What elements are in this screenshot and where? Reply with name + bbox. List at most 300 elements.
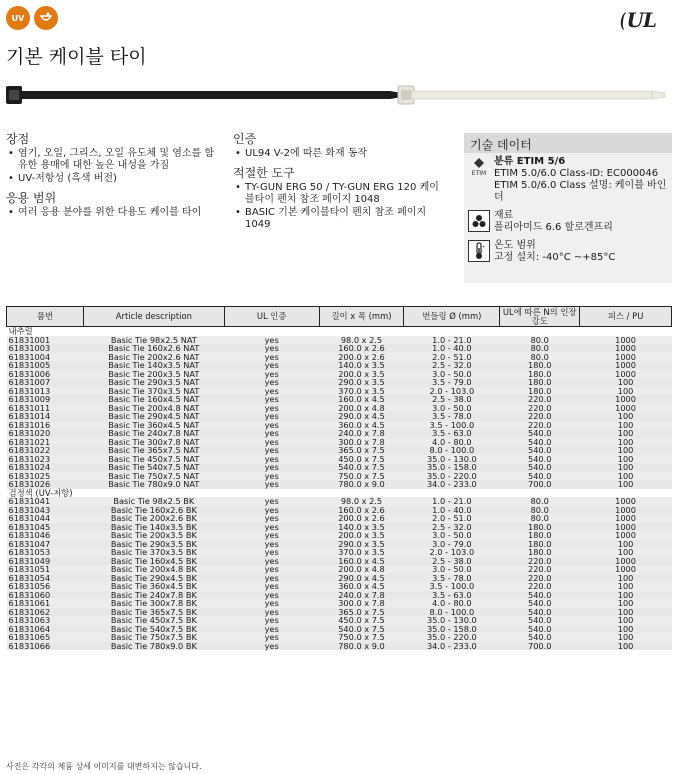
cell-bundle-diameter: 2.0 - 51.0: [404, 353, 500, 362]
cell-description: Basic Tie 540x7.5 BK: [83, 625, 224, 634]
cell-article-no: 61831056: [7, 582, 84, 591]
cell-tensile-strength: 80.0: [500, 506, 580, 515]
cell-pieces-per-unit: 1000: [580, 514, 672, 523]
cell-ul-approval: yes: [224, 455, 319, 464]
approvals-heading: 인증: [233, 132, 257, 146]
cell-dimensions: 365.0 x 7.5: [319, 446, 404, 455]
cell-pieces-per-unit: 100: [580, 387, 672, 396]
cell-pieces-per-unit: 100: [580, 480, 672, 489]
cell-pieces-per-unit: 100: [580, 438, 672, 447]
col-article-no: 품번: [7, 307, 84, 327]
cell-ul-approval: yes: [224, 438, 319, 447]
cell-dimensions: 160.0 x 4.5: [319, 395, 404, 404]
product-table: [6, 306, 672, 650]
col-pieces-per-unit: 피스 / PU: [580, 307, 672, 327]
cell-article-no: 61831066: [7, 642, 84, 651]
cell-article-no: 61831025: [7, 472, 84, 481]
cell-tensile-strength: 80.0: [500, 344, 580, 353]
cell-pieces-per-unit: 100: [580, 608, 672, 617]
cell-pieces-per-unit: 100: [580, 455, 672, 464]
cell-ul-approval: yes: [224, 506, 319, 515]
cell-dimensions: 200.0 x 3.5: [319, 531, 404, 540]
cell-ul-approval: yes: [224, 429, 319, 438]
cell-dimensions: 370.0 x 3.5: [319, 548, 404, 557]
cell-ul-approval: yes: [224, 565, 319, 574]
cell-description: Basic Tie 780x9.0 NAT: [83, 480, 224, 489]
cell-description: Basic Tie 240x7.8 BK: [83, 591, 224, 600]
page-title: 기본 케이블 타이: [6, 46, 147, 68]
cell-pieces-per-unit: 1000: [580, 565, 672, 574]
cell-dimensions: 200.0 x 2.6: [319, 514, 404, 523]
cell-bundle-diameter: 3.0 - 50.0: [404, 565, 500, 574]
cell-dimensions: 360.0 x 4.5: [319, 582, 404, 591]
cell-pieces-per-unit: 100: [580, 472, 672, 481]
tools-heading: 적절한 도구: [233, 166, 295, 180]
cell-article-no: 61831047: [7, 540, 84, 549]
cell-description: Basic Tie 290x4.5 BK: [83, 574, 224, 583]
cell-description: Basic Tie 370x3.5 NAT: [83, 387, 224, 396]
cell-pieces-per-unit: 100: [580, 540, 672, 549]
cell-bundle-diameter: 3.5 - 100.0: [404, 582, 500, 591]
cell-article-no: 61831044: [7, 514, 84, 523]
col-ul-approval: UL 인증: [224, 307, 319, 327]
cell-article-no: 61831051: [7, 565, 84, 574]
cell-tensile-strength: 700.0: [500, 480, 580, 489]
ul-certification-logo: (UL: [619, 8, 656, 32]
cell-article-no: 61831063: [7, 616, 84, 625]
cell-article-no: 61831024: [7, 463, 84, 472]
cell-description: Basic Tie 200x3.5 BK: [83, 531, 224, 540]
cell-description: Basic Tie 160x2.6 NAT: [83, 344, 224, 353]
cell-description: Basic Tie 780x9.0 BK: [83, 642, 224, 651]
cell-ul-approval: yes: [224, 514, 319, 523]
cell-tensile-strength: 180.0: [500, 361, 580, 370]
cell-dimensions: 290.0 x 4.5: [319, 574, 404, 583]
cell-pieces-per-unit: 1000: [580, 344, 672, 353]
info-column-middle: [233, 133, 448, 238]
cell-bundle-diameter: 35.0 - 158.0: [404, 625, 500, 634]
group-label-row: [7, 327, 672, 336]
cell-tensile-strength: 220.0: [500, 412, 580, 421]
cell-bundle-diameter: 2.0 - 103.0: [404, 387, 500, 396]
cell-ul-approval: yes: [224, 599, 319, 608]
col-tensile-strength: UL에 따른 N의 인장 강도: [500, 307, 580, 327]
col-description: Article description: [83, 307, 224, 327]
cell-bundle-diameter: 3.0 - 79.0: [404, 540, 500, 549]
cell-ul-approval: yes: [224, 404, 319, 413]
tool-item: • BASIC 기본 케이블타이 펜치 참조 페이지 1049: [233, 207, 448, 231]
cell-tensile-strength: 220.0: [500, 421, 580, 430]
cell-bundle-diameter: 35.0 - 220.0: [404, 472, 500, 481]
cell-description: Basic Tie 290x3.5 NAT: [83, 378, 224, 387]
temperature-label: 온도 범위: [494, 240, 536, 251]
cell-pieces-per-unit: 100: [580, 574, 672, 583]
cell-pieces-per-unit: 1000: [580, 353, 672, 362]
cell-pieces-per-unit: 1000: [580, 497, 672, 506]
cell-description: Basic Tie 450x7.5 BK: [83, 616, 224, 625]
cell-pieces-per-unit: 100: [580, 591, 672, 600]
product-image: [6, 80, 666, 110]
cell-pieces-per-unit: 100: [580, 446, 672, 455]
cell-article-no: 61831021: [7, 438, 84, 447]
cell-tensile-strength: 540.0: [500, 463, 580, 472]
cell-tensile-strength: 540.0: [500, 429, 580, 438]
application-heading: 응용 범위: [6, 191, 57, 205]
cell-bundle-diameter: 3.5 - 63.0: [404, 591, 500, 600]
cell-tensile-strength: 220.0: [500, 574, 580, 583]
cell-pieces-per-unit: 100: [580, 642, 672, 651]
cell-tensile-strength: 80.0: [500, 497, 580, 506]
cell-bundle-diameter: 2.5 - 38.0: [404, 395, 500, 404]
cell-dimensions: 750.0 x 7.5: [319, 633, 404, 642]
tools-section: [233, 167, 448, 231]
cell-article-no: 61831041: [7, 497, 84, 506]
cell-article-no: 61831045: [7, 523, 84, 532]
cell-dimensions: 365.0 x 7.5: [319, 608, 404, 617]
cell-description: Basic Tie 750x7.5 BK: [83, 633, 224, 642]
cell-description: Basic Tie 360x4.5 NAT: [83, 421, 224, 430]
classification-line: ETIM 5.0/6.0 Class 설명: 케이블 바인더: [494, 180, 667, 203]
etim-icon: ETIM: [468, 156, 490, 178]
cell-description: Basic Tie 98x2.5 BK: [83, 497, 224, 506]
cell-dimensions: 98.0 x 2.5: [319, 497, 404, 506]
cell-pieces-per-unit: 1000: [580, 370, 672, 379]
cell-ul-approval: yes: [224, 421, 319, 430]
cell-bundle-diameter: 3.0 - 50.0: [404, 370, 500, 379]
cell-ul-approval: yes: [224, 412, 319, 421]
cell-tensile-strength: 180.0: [500, 387, 580, 396]
temperature-value: 고정 설치: -40°C ~+85°C: [494, 252, 616, 263]
cell-pieces-per-unit: 1000: [580, 557, 672, 566]
classification-line: ETIM 5.0/6.0 Class-ID: EC000046: [494, 168, 659, 179]
cell-bundle-diameter: 2.0 - 51.0: [404, 514, 500, 523]
cell-dimensions: 290.0 x 3.5: [319, 540, 404, 549]
cell-tensile-strength: 220.0: [500, 557, 580, 566]
cell-description: Basic Tie 365x7.5 BK: [83, 608, 224, 617]
cell-tensile-strength: 80.0: [500, 514, 580, 523]
cell-ul-approval: yes: [224, 361, 319, 370]
cell-article-no: 61831053: [7, 548, 84, 557]
cell-tensile-strength: 80.0: [500, 336, 580, 345]
cell-article-no: 61831004: [7, 353, 84, 362]
cell-ul-approval: yes: [224, 480, 319, 489]
cell-tensile-strength: 540.0: [500, 599, 580, 608]
info-column-left: [6, 133, 221, 226]
cell-bundle-diameter: 3.5 - 78.0: [404, 412, 500, 421]
footnote: 사진은 각각의 제품 상세 이미지를 대변하지는 않습니다.: [6, 762, 202, 771]
tool-item: • TY-GUN ERG 50 / TY-GUN ERG 120 케이블타이 펜치 참조 페이지 1048: [233, 182, 448, 206]
cell-dimensions: 780.0 x 9.0: [319, 642, 404, 651]
cell-tensile-strength: 180.0: [500, 370, 580, 379]
table-group-black: [7, 489, 672, 651]
cell-ul-approval: yes: [224, 591, 319, 600]
material-label: 재료: [494, 210, 514, 221]
cell-article-no: 61831003: [7, 344, 84, 353]
cell-bundle-diameter: 1.0 - 40.0: [404, 506, 500, 515]
cell-dimensions: 240.0 x 7.8: [319, 429, 404, 438]
svg-text:-: -: [482, 249, 484, 254]
cell-description: Basic Tie 140x3.5 NAT: [83, 361, 224, 370]
cell-dimensions: 450.0 x 7.5: [319, 616, 404, 625]
cell-dimensions: 200.0 x 2.6: [319, 353, 404, 362]
cell-description: Basic Tie 200x2.6 NAT: [83, 353, 224, 362]
material-value: 폴리아미드 6.6 할로겐프리: [494, 222, 613, 233]
cell-description: Basic Tie 290x3.5 BK: [83, 540, 224, 549]
cell-ul-approval: yes: [224, 497, 319, 506]
uv-resistant-icon: UV: [6, 6, 30, 30]
cell-tensile-strength: 180.0: [500, 540, 580, 549]
cell-dimensions: 160.0 x 2.6: [319, 506, 404, 515]
cell-dimensions: 140.0 x 3.5: [319, 523, 404, 532]
cell-dimensions: 290.0 x 4.5: [319, 412, 404, 421]
cell-ul-approval: yes: [224, 642, 319, 651]
cell-ul-approval: yes: [224, 625, 319, 634]
cell-pieces-per-unit: 1000: [580, 523, 672, 532]
cell-ul-approval: yes: [224, 387, 319, 396]
cell-ul-approval: yes: [224, 472, 319, 481]
cell-pieces-per-unit: 100: [580, 548, 672, 557]
cell-article-no: 61831016: [7, 421, 84, 430]
thermometer-icon: [468, 240, 490, 262]
cell-ul-approval: yes: [224, 574, 319, 583]
approval-item: • UL94 V-2에 따른 화재 동작: [233, 148, 448, 160]
temperature-info: [464, 237, 672, 267]
cell-article-no: 61831065: [7, 633, 84, 642]
cell-description: Basic Tie 200x3.5 NAT: [83, 370, 224, 379]
cell-ul-approval: yes: [224, 395, 319, 404]
cell-dimensions: 98.0 x 2.5: [319, 336, 404, 345]
cell-article-no: 61831013: [7, 387, 84, 396]
cell-bundle-diameter: 3.0 - 50.0: [404, 531, 500, 540]
cell-bundle-diameter: 2.5 - 32.0: [404, 523, 500, 532]
cell-tensile-strength: 220.0: [500, 404, 580, 413]
cell-ul-approval: yes: [224, 633, 319, 642]
feature-item: • 염기, 오일, 그리스, 오일 유도체 및 염소를 함유한 용매에 대한 높은 내성을 가짐: [6, 148, 221, 172]
cell-dimensions: 750.0 x 7.5: [319, 472, 404, 481]
cell-dimensions: 160.0 x 4.5: [319, 557, 404, 566]
cell-bundle-diameter: 3.5 - 78.0: [404, 574, 500, 583]
cell-article-no: 61831014: [7, 412, 84, 421]
cell-article-no: 61831061: [7, 599, 84, 608]
cell-pieces-per-unit: 100: [580, 429, 672, 438]
cell-description: Basic Tie 140x3.5 BK: [83, 523, 224, 532]
cell-dimensions: 200.0 x 3.5: [319, 370, 404, 379]
cell-article-no: 61831023: [7, 455, 84, 464]
approvals-section: [233, 133, 448, 160]
cell-bundle-diameter: 3.5 - 79.0: [404, 378, 500, 387]
cell-tensile-strength: 180.0: [500, 378, 580, 387]
cell-article-no: 61831007: [7, 378, 84, 387]
cell-tensile-strength: 540.0: [500, 455, 580, 464]
tech-data-panel: [464, 133, 672, 283]
cell-dimensions: 240.0 x 7.8: [319, 591, 404, 600]
cell-pieces-per-unit: 100: [580, 378, 672, 387]
col-dimensions: 길이 x 폭 (mm): [319, 307, 404, 327]
cell-bundle-diameter: 2.5 - 32.0: [404, 361, 500, 370]
cell-article-no: 61831022: [7, 446, 84, 455]
cell-dimensions: 200.0 x 4.8: [319, 565, 404, 574]
cell-tensile-strength: 540.0: [500, 438, 580, 447]
cell-bundle-diameter: 3.5 - 63.0: [404, 429, 500, 438]
cell-pieces-per-unit: 1000: [580, 404, 672, 413]
table-row: [7, 480, 672, 489]
cell-description: Basic Tie 290x4.5 NAT: [83, 412, 224, 421]
group-label-row: [7, 489, 672, 498]
cell-dimensions: 200.0 x 4.8: [319, 404, 404, 413]
cell-tensile-strength: 700.0: [500, 642, 580, 651]
cell-pieces-per-unit: 100: [580, 582, 672, 591]
header-icons: [6, 6, 58, 30]
table-header-row: [7, 307, 672, 327]
feature-item: • UV-저항성 (흑색 버전): [6, 173, 221, 185]
cell-article-no: 61831060: [7, 591, 84, 600]
cell-bundle-diameter: 3.0 - 50.0: [404, 404, 500, 413]
cell-ul-approval: yes: [224, 608, 319, 617]
cell-description: Basic Tie 300x7.8 BK: [83, 599, 224, 608]
table-group-natural: [7, 327, 672, 489]
cell-tensile-strength: 80.0: [500, 353, 580, 362]
cell-ul-approval: yes: [224, 557, 319, 566]
cell-bundle-diameter: 1.0 - 21.0: [404, 336, 500, 345]
cell-bundle-diameter: 4.0 - 80.0: [404, 438, 500, 447]
cell-description: Basic Tie 98x2.5 NAT: [83, 336, 224, 345]
cell-ul-approval: yes: [224, 378, 319, 387]
cell-description: Basic Tie 370x3.5 BK: [83, 548, 224, 557]
cell-pieces-per-unit: 100: [580, 412, 672, 421]
cell-article-no: 61831043: [7, 506, 84, 515]
cell-description: Basic Tie 750x7.5 NAT: [83, 472, 224, 481]
material-icon: [468, 210, 490, 232]
cell-bundle-diameter: 35.0 - 130.0: [404, 616, 500, 625]
cell-description: Basic Tie 450x7.5 NAT: [83, 455, 224, 464]
cell-pieces-per-unit: 1000: [580, 361, 672, 370]
svg-text:+: +: [482, 244, 486, 249]
cell-tensile-strength: 540.0: [500, 446, 580, 455]
cell-dimensions: 540.0 x 7.5: [319, 625, 404, 634]
cell-article-no: 61831064: [7, 625, 84, 634]
cell-dimensions: 370.0 x 3.5: [319, 387, 404, 396]
cell-tensile-strength: 220.0: [500, 395, 580, 404]
cell-tensile-strength: 540.0: [500, 616, 580, 625]
cell-tensile-strength: 540.0: [500, 591, 580, 600]
cell-dimensions: 360.0 x 4.5: [319, 421, 404, 430]
cell-description: Basic Tie 540x7.5 NAT: [83, 463, 224, 472]
cell-description: Basic Tie 300x7.8 NAT: [83, 438, 224, 447]
cell-description: Basic Tie 200x4.8 BK: [83, 565, 224, 574]
cell-article-no: 61831011: [7, 404, 84, 413]
cell-article-no: 61831046: [7, 531, 84, 540]
cell-ul-approval: yes: [224, 540, 319, 549]
cell-tensile-strength: 220.0: [500, 582, 580, 591]
cell-dimensions: 300.0 x 7.8: [319, 599, 404, 608]
cell-bundle-diameter: 8.0 - 100.0: [404, 608, 500, 617]
cell-dimensions: 780.0 x 9.0: [319, 480, 404, 489]
cell-description: Basic Tie 200x2.6 BK: [83, 514, 224, 523]
cell-description: Basic Tie 200x4.8 NAT: [83, 404, 224, 413]
cell-pieces-per-unit: 1000: [580, 336, 672, 345]
cell-pieces-per-unit: 100: [580, 633, 672, 642]
cell-bundle-diameter: 35.0 - 220.0: [404, 633, 500, 642]
chemical-resistant-icon: [34, 6, 58, 30]
cell-dimensions: 140.0 x 3.5: [319, 361, 404, 370]
cell-bundle-diameter: 8.0 - 100.0: [404, 446, 500, 455]
cell-bundle-diameter: 35.0 - 130.0: [404, 455, 500, 464]
cell-ul-approval: yes: [224, 370, 319, 379]
classification-label: 분류 ETIM 5/6: [494, 156, 566, 167]
cell-article-no: 61831001: [7, 336, 84, 345]
features-heading: 장점: [6, 132, 30, 146]
application-section: [6, 192, 221, 219]
material-info: [464, 207, 672, 237]
cell-description: Basic Tie 160x4.5 NAT: [83, 395, 224, 404]
cell-article-no: 61831062: [7, 608, 84, 617]
cell-pieces-per-unit: 100: [580, 625, 672, 634]
application-item: • 여러 응용 분야를 위한 다용도 케이블 타이: [6, 207, 221, 219]
features-section: [6, 133, 221, 185]
cell-ul-approval: yes: [224, 548, 319, 557]
cell-bundle-diameter: 2.5 - 38.0: [404, 557, 500, 566]
cell-ul-approval: yes: [224, 531, 319, 540]
cell-pieces-per-unit: 100: [580, 421, 672, 430]
cell-article-no: 61831026: [7, 480, 84, 489]
cell-bundle-diameter: 3.5 - 100.0: [404, 421, 500, 430]
cell-bundle-diameter: 34.0 - 233.0: [404, 642, 500, 651]
cell-description: Basic Tie 365x7.5 NAT: [83, 446, 224, 455]
cell-tensile-strength: 540.0: [500, 633, 580, 642]
col-bundle-diameter: 번들링 Ø (mm): [404, 307, 500, 327]
cell-dimensions: 290.0 x 3.5: [319, 378, 404, 387]
cell-tensile-strength: 540.0: [500, 472, 580, 481]
cell-article-no: 61831049: [7, 557, 84, 566]
group-label: 검정색 (UV-저항): [8, 487, 73, 498]
group-label: 내추럴: [8, 326, 33, 336]
cell-ul-approval: yes: [224, 344, 319, 353]
cell-description: Basic Tie 240x7.8 NAT: [83, 429, 224, 438]
cell-ul-approval: yes: [224, 582, 319, 591]
cell-description: Basic Tie 360x4.5 BK: [83, 582, 224, 591]
tech-data-heading: 기술 데이터: [464, 133, 672, 153]
cell-tensile-strength: 180.0: [500, 531, 580, 540]
cell-ul-approval: yes: [224, 336, 319, 345]
cell-bundle-diameter: 1.0 - 40.0: [404, 344, 500, 353]
cell-bundle-diameter: 35.0 - 158.0: [404, 463, 500, 472]
etim-classification: [464, 153, 672, 207]
cell-description: Basic Tie 160x4.5 BK: [83, 557, 224, 566]
cell-article-no: 61831020: [7, 429, 84, 438]
cell-pieces-per-unit: 1000: [580, 531, 672, 540]
cell-dimensions: 450.0 x 7.5: [319, 455, 404, 464]
cell-tensile-strength: 540.0: [500, 625, 580, 634]
cell-pieces-per-unit: 1000: [580, 395, 672, 404]
cell-article-no: 61831009: [7, 395, 84, 404]
cell-article-no: 61831054: [7, 574, 84, 583]
cell-dimensions: 160.0 x 2.6: [319, 344, 404, 353]
cell-article-no: 61831006: [7, 370, 84, 379]
cell-bundle-diameter: 4.0 - 80.0: [404, 599, 500, 608]
cell-ul-approval: yes: [224, 523, 319, 532]
cell-ul-approval: yes: [224, 463, 319, 472]
cell-bundle-diameter: 2.0 - 103.0: [404, 548, 500, 557]
cell-description: Basic Tie 160x2.6 BK: [83, 506, 224, 515]
cell-pieces-per-unit: 100: [580, 616, 672, 625]
cell-article-no: 61831005: [7, 361, 84, 370]
table-row: [7, 642, 672, 651]
cell-pieces-per-unit: 100: [580, 599, 672, 608]
cell-tensile-strength: 540.0: [500, 608, 580, 617]
cell-dimensions: 540.0 x 7.5: [319, 463, 404, 472]
cell-ul-approval: yes: [224, 446, 319, 455]
cell-tensile-strength: 180.0: [500, 523, 580, 532]
